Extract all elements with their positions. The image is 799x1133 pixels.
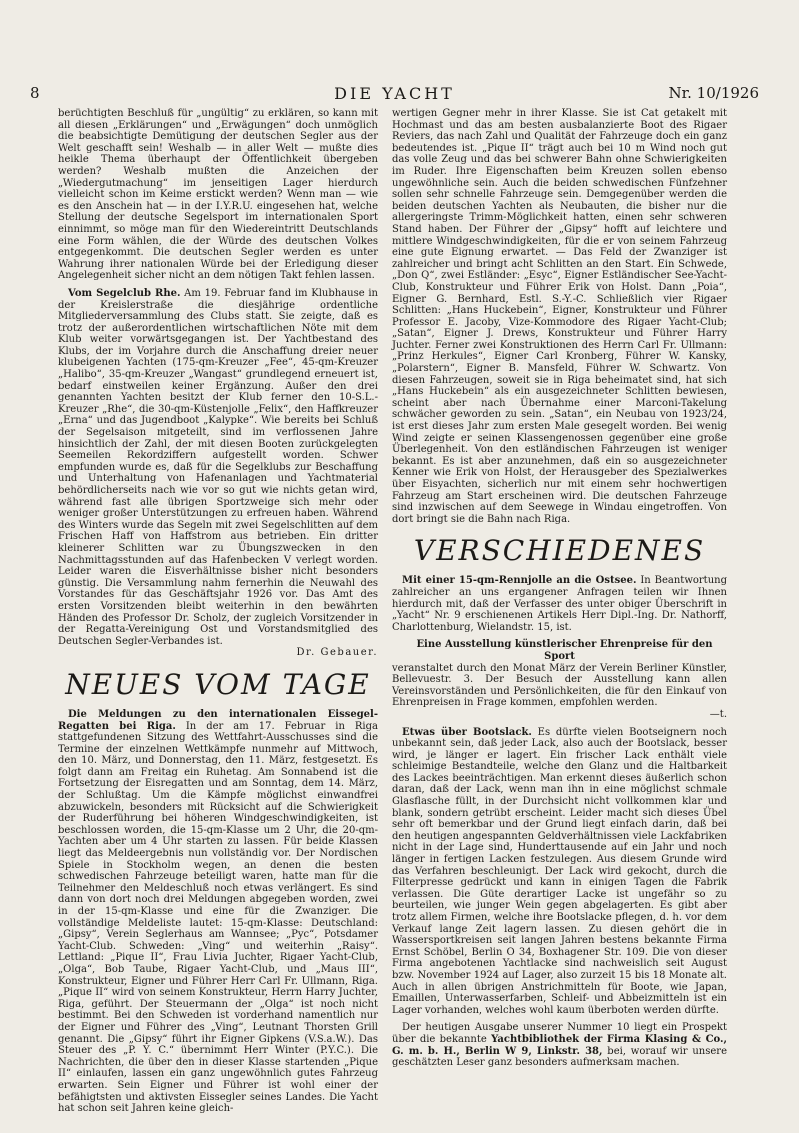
right-column [392,108,727,1068]
prospekt-notice [392,1022,727,1068]
article-body: In der am 17. Februar in Riga stattgefundenen Sitzung des Wettfahrt-Ausschusses sind die Termine der einzelnen Wettkämpfe nunmehr auf Mittwoch, den 10. März, und Donnerstag, den 11. März, festgesetzt. Es folgt dann am Freitag ein Ruhetag. Am Sonnabend ist die Fortsetzung der Eisregatten und am Sonntag, dem 14. März, der Schlußtag. Um die Kämpfe möglichst einwandfrei abzuwickeln, besonders mit Rücksicht auf die Schwierigkeit der Ruderführung bei höheren Windgeschwindigkeiten, ist beschlossen worden, die 15-qm-Klasse um 2 Uhr, die 20-qm-Yachten aber um 4 Uhr starten zu lassen. Für beide Klassen liegt das Meldeergebnis nun vollständig vor. Der Nordischen Spiele in Stockholm wegen, an denen die besten schwedischen Fahrzeuge beteiligt waren, hatte man für die Teilnehmer den Meldeschluß noch etwas verlängert. Es sind dann von dort noch drei Meldungen abgegeben worden, zwei in der 15-qm-Klasse und eine für die Zwanziger. Die vollständige Meldeliste lautet: 15-qm-Klasse: Deutschland: „Gipsy“, Verein Seglerhaus am Wannsee; „Pyc“, Potsdamer Yacht-Club. Schweden: „Ving“ und weiterhin „Raisy“. Lettland: „Pique II“, Frau Livia Juchter, Rigaer Yacht-Club, „Olga“, Bob Taube, Rigaer Yacht-Club, und „Maus III“, Konstrukteur, Eigner und Führer Herr Carl Fr. Ullmann, Riga. „Pique II“ wird von seinem Konstrukteur, Herrn Harry Juchter, Riga, geführt. Der Steuermann der „Olga“ ist noch nicht bestimmt. Bei den Schweden ist vorderhand namentlich nur der Eigner und Führer des „Ving“, Leutnant Thorsten Grill genannt. Die „Gipsy“ führt ihr Eigner Gipkens (V.S.a.W.). Das Steuer des „P. Y. C.“ übernimmt Herr Winter (P.Y.C.). Die Nachrichten, die über den in dieser Klasse startenden „Pique II“ einlaufen, lassen ein ganz ungewöhnlich gutes Fahrzeug erwarten. Sein Eigner und Führer ist wohl einer der befähigtsten und aktivsten Eissegler seines Landes. Die Yacht hat schon seit Jahren keine gleich- [58,720,378,1115]
article-heading: Die Meldungen zu den internationalen Eissegel-Regatten bei Riga. [58,708,378,732]
eissegel-article [58,709,378,1115]
article-heading: Etwas über Bootslack. [402,726,532,738]
page-number: 8 [30,84,40,102]
notice-text: Der heutigen Ausgabe unserer Nummer 10 liegt ein Prospekt über die bekannte [392,1022,727,1045]
segelclub-rhe-article [58,288,378,659]
left-column [58,108,378,1115]
rennjolle-article [392,575,727,633]
article-body: veranstaltet durch den Monat März der Verein Berliner Künstler, Bellevuestr. 3. Der Besuch der Ausstellung kann allen Vereinsvorständen und Persönlichkeiten, die für den Einkauf von Ehrenpreisen in Frage kommen, empfohlen werden. [392,662,727,709]
page-header [30,84,759,106]
section-heading-verschiedenes: VERSCHIEDENES [413,534,706,568]
article-heading: Vom Segelclub Rhe. [68,287,181,299]
author-signature: —t. [709,708,727,720]
article-heading: Eine Ausstellung künstlerischer Ehrenpreise für den Sport [416,639,713,662]
notice-bold-text: Yachtbibliothek der Firma Klasing & Co., G. m. b. H., Berlin W 9, Linkstr. 38, [392,1033,727,1057]
article-body: Am 19. Februar fand im Klubhause in der Kreislerstraße die diesjährige ordentliche Mitgliederversammlung des Clubs statt. Sie zeigte, daß es trotz der außerordentlichen wirtschaftlichen Nöte mit dem Klub weiter vorwärtsgegangen ist. Der Yachtbestand des Klubs, der im Vorjahre durch die Anschaffung dreier neuer klubeigenen Yachten (175-qm-Kreuzer „Fee“, 45-qm-Kreuzer „Halibo“, 35-qm-Kreuzer „Wangast“ grundlegend erneuert ist, bedarf einstweilen keiner Ergänzung. Außer den drei genannten Yachten besitzt der Klub ferner den 10-S.L.-Kreuzer „Rhe“, die 30-qm-Küstenjolle „Felix“, den Haffkreuzer „Erna“ und das Jugendboot „Kalypke“. Wie bereits bei Schluß der Segelsaison mitgeteilt, sind im verflossenen Jahre hinsichtlich der Zahl, der mit diesen Booten zurückgelegten Seemeilen Rekordziffern aufgestellt worden. Schwer empfunden wurde es, daß für die Segelklubs zur Beschaffung und Unterhaltung von Hafenanlagen und Yachtmaterial behördlicherseits nach wie vor so gut wie nichts getan wird, während fast alle übrigen Sportzweige sich mehr oder weniger großer Unterstützungen zu erfreuen haben. Während des Winters wurde das Segeln mit zwei Segelschlitten auf dem Frischen Haff von Haffstrom aus betrieben. Ein dritter kleinerer Schlitten war zu Übungszwecken in den Nachmittagsstunden auf das Hafenbecken V verlegt worden. Leider waren die Eisverhältnisse bisher nicht besonders günstig. Die Versammlung nahm fernerhin die Neuwahl des Vorstandes für das Geschäftsjahr 1926 vor. Das Amt des ersten Vorsitzenden bleibt weiterhin in den bewährten Händen des Professor Dr. Scholz, der zugleich Vorsitzender in der Regatta-Vereinigung Ost und Vorstandsmitglied des Deutschen Segler-Verbandes ist. [58,287,378,647]
ausstellung-article [392,639,727,720]
author-signature: Dr. Gebauer. [296,647,378,659]
notice-text-end: bei, worauf wir unsere geschätzten Leser ganz besonders aufmerksam machen. [392,1045,727,1069]
article-continuation: wertigen Gegner mehr in ihrer Klasse. Sie ist Cat getakelt mit Hochmast und das am besten ausbalanzierte Boot des Rigaer Reviers, das nach Zahl und Qualität der Fahrzeuge doch ein ganz bedeutendes ist. „Pique II“ trägt auch bei 10 m Wind noch gut das volle Zeug und das bei schwerer Bahn ohne Schwierigkeiten im Ruder. Ihre Eigenschaften beim Kreuzen sollen ebenso ungewöhnliche sein. Auch die beiden schwedischen Fünfzehner sollen sehr schnelle Fahrzeuge sein. Demgegenüber werden die beiden deutschen Yachten als Neubauten, die bisher nur die allergeringste Trimm-Möglichkeit hatten, einen sehr schweren Stand haben. Der Führer der „Gipsy“ hofft auf leichtere und mittlere Windgeschwindigkeiten, für die er von seinem Fahrzeug eine gute Eignung erwartet. — Das Feld der Zwanziger ist zahlreicher und bringt acht Schlitten an den Start. Ein Schwede, „Don Q“, zwei Estländer: „Esyc“, Eigner Estländischer See-Yacht-Club, Konstrukteur und Führer Erik von Holst. Dann „Poia“, Eigner G. Bernhard, Estl. S.-Y.-C. Schließlich vier Rigaer Schlitten: „Hans Huckebein“, Eigner, Konstrukteur und Führer Professor E. Jacoby, Vize-Kommodore des Rigaer Yacht-Club; „Satan“, Eigner J. Drews, Konstrukteur und Führer Harry Juchter. Ferner zwei Konstruktionen des Herrn Carl Fr. Ullmann: „Prinz Herkules“, Eigner Carl Kronberg, Führer W. Kansky, „Polarstern“, Eigner B. Mansfeld, Führer W. Schwartz. Von diesen Fahrzeugen, soweit sie in Riga beheimatet sind, hat sich „Hans Huckebein“ als ein ausgezeichneter Schlitten bewiesen, scheint aber nach Übernahme einer Marconi-Takelung schwächer geworden zu sein. „Satan“, ein Neubau von 1923/24, ist erst dieses Jahr zum ersten Male gesegelt worden. Bei wenig Wind zeigte er seinen Klassengenossen gegenüber eine große Überlegenheit. Von den estländischen Fahrzeugen ist weniger bekannt. Es ist aber anzunehmen, daß ein so ausgezeichneter Kenner wie Erik von Holst, der Herausgeber des Spezialwerkes über Eisyachten, sicherlich nur mit einem sehr hochwertigen Fahrzeug am Start erscheinen wird. Die deutschen Fahrzeuge sind inzwischen auf dem Seewege in Windau eingetroffen. Von dort bringt sie die Bahn nach Riga. [392,108,727,525]
article-heading: Mit einer 15-qm-Rennjolle an die Ostsee. [402,575,637,587]
issue-number: Nr. 10/1926 [668,84,759,102]
journal-title: DIE YACHT [334,84,455,103]
bootslack-article [392,727,727,1017]
article-body: Es dürfte vielen Bootseignern noch unbekannt sein, daß jeder Lack, also auch der Bootslack, besser wird, je länger er lagert. Ein frischer Lack enthält viele schleimige Bestandteile, welche den Glanz und die Haltbarkeit des Lackes beeinträchtigen. Man erkennt dieses äußerlich schon daran, daß der Lack, wenn man ihn in eine möglichst schmale Glasflasche füllt, in der Durchsicht nicht vollkommen klar und blank, sondern getrübt erscheint. Leider macht sich dieses Übel sehr oft bemerkbar und der Grund liegt einfach darin, daß bei den heutigen angespannten Geldverhältnissen viele Lackfabriken nicht in der Lage sind, Hunderttausende auf ein Jahr und noch länger in fertigen Lacken festzulegen. Aus diesem Grunde wird das Verfahren beschleunigt. Der Lack wird gekocht, durch die Filterpresse gedrückt und kann in einigen Tagen die Fabrik verlassen. Die Güte derartiger Lacke ist ungefähr so zu beurteilen, wie junger Wein gegen abgelagerten. Es gibt aber trotz allem Firmen, welche ihre Bootslacke pflegen, d. h. vor dem Verkauf lange Zeit lagern lassen. Zu diesen gehört die in Wassersportkreisen seit langen Jahren bestens bekannte Firma Ernst Schöbel, Berlin O 34, Boxhagener Str. 109. Die von dieser Firma angebotenen Yachtlacke sind nachweislich seit August bzw. November 1924 auf Lager, also zurzeit 15 bis 18 Monate alt. Auch in allen übrigen Anstrichmitteln für Boote, wie Japan, Emaillen, Unterwasserfarben, Schleif- und Abbeizmitteln ist ein Lager vorhanden, welches wohl kaum überboten werden dürfte. [392,726,728,1016]
section-heading-neues-vom-tage: NEUES VOM TAGE [65,667,371,701]
article-continuation: berüchtigten Beschluß für „ungültig“ zu erklären, so kann mit all diesen „Erklärungen“ und „Erwägungen“ doch unmöglich die beabsichtigte Demütigung der deutschen Segler aus der Welt geschafft sein! Weshalb — in aller Welt — mußte dies heikle Thema überhaupt der Öffentlichkeit übergeben werden? Weshalb mußten die Anzeichen der „Wiedergutmachung“ im jenseitigen Lager hierdurch vielleicht schon im Keime erstickt werden? Wenn man — wie es den Anschein hat — in der I.Y.R.U. eingesehen hat, welche Stellung der deutsche Segelsport im internationalen Sport einnimmt, so möge man für den Wiedereintritt Deutschlands eine Form wählen, die der Würde des deutschen Volkes entgegenkommt. Die deutschen Segler werden es unter Wahrung ihrer nationalen Würde bei der Erledigung dieser Angelegenheit sicher nicht an dem nötigen Takt fehlen lassen. [58,108,378,282]
article-body: In Beantwortung zahlreicher an uns ergangener Anfragen teilen wir Ihnen hierdurch mit, daß der Verfasser des unter obiger Überschrift in „Yacht“ Nr. 9 erschienenen Artikels Herr Dipl.-Ing. Dr. Nathorff, Charlottenburg, Wielandstr. 15, ist. [392,575,727,633]
